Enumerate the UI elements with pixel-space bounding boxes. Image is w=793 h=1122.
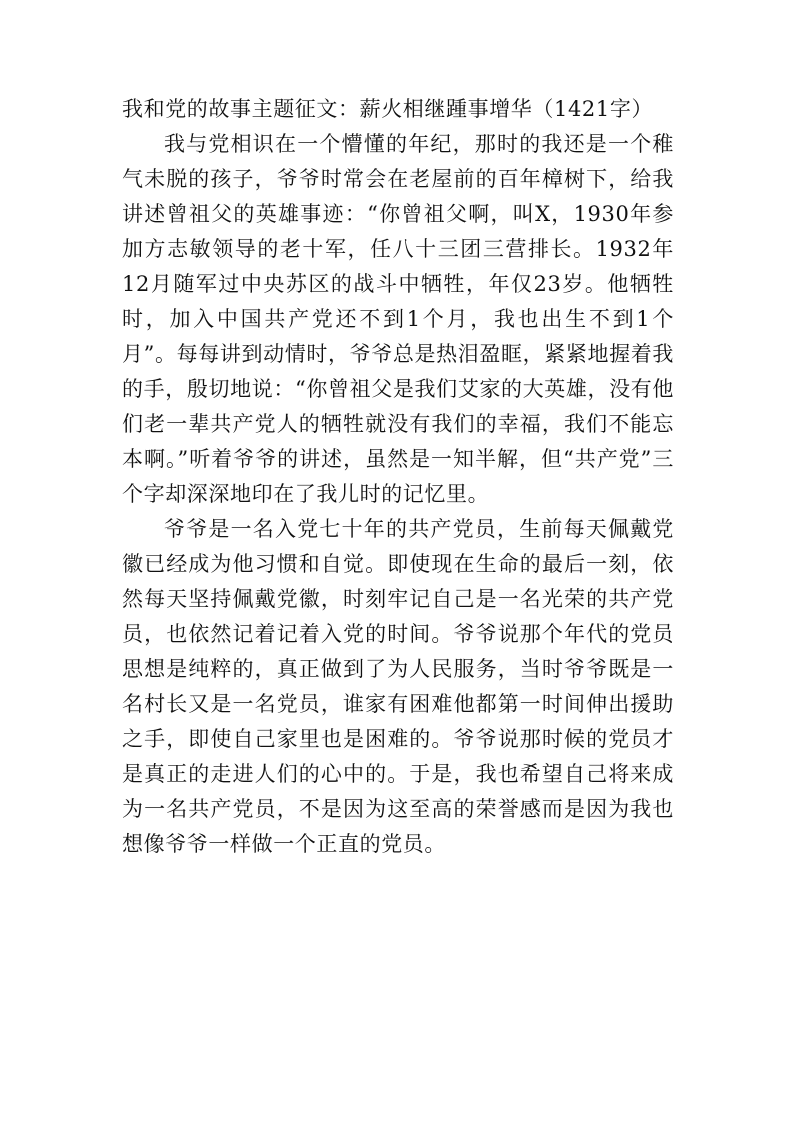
document-title: 我和党的故事主题征文：薪火相继踵事增华（1421字） (122, 97, 654, 121)
document-body (122, 92, 674, 862)
paragraph-2: 爷爷是一名入党七十年的共产党员，生前每天佩戴党徽已经成为他习惯和自觉。即使现在生命的最后一刻，依然每天坚持佩戴党徽，时刻牢记自己是一名光荣的共产党员，也依然记着记着入党的时间。爷爷说那个年代的党员思想是纯粹的，真正做到了为人民服务，当时爷爷既是一名村长又是一名党员，谁家有困难他都第一时间伸出援助之手，即使自己家里也是困难的。爷爷说那时候的党员才是真正的走进人们的心中的。于是，我也希望自己将来成为一名共产党员，不是因为这至高的荣誉感而是因为我也想像爷爷一样做一个正直的党员。 (122, 517, 674, 856)
paragraph-1: 我与党相识在一个懵懂的年纪，那时的我还是一个稚气未脱的孩子，爷爷时常会在老屋前的百年樟树下，给我讲述曾祖父的英雄事迹：“你曾祖父啊，叫X，1930年参加方志敏领导的老十军，任八十三团三营排长。1932年12月随军过中央苏区的战斗中牺牲，年仅23岁。他牺牲时，加入中国共产党还不到1个月，我也出生不到1个月”。每每讲到动情时，爷爷总是热泪盈眶，紧紧地握着我的手，殷切地说：“你曾祖父是我们艾家的大英雄，没有他们老一辈共产党人的牺牲就没有我们的幸福，我们不能忘本啊。”听着爷爷的讲述，虽然是一知半解，但“共产党”三个字却深深地印在了我儿时的记忆里。 (122, 132, 674, 506)
